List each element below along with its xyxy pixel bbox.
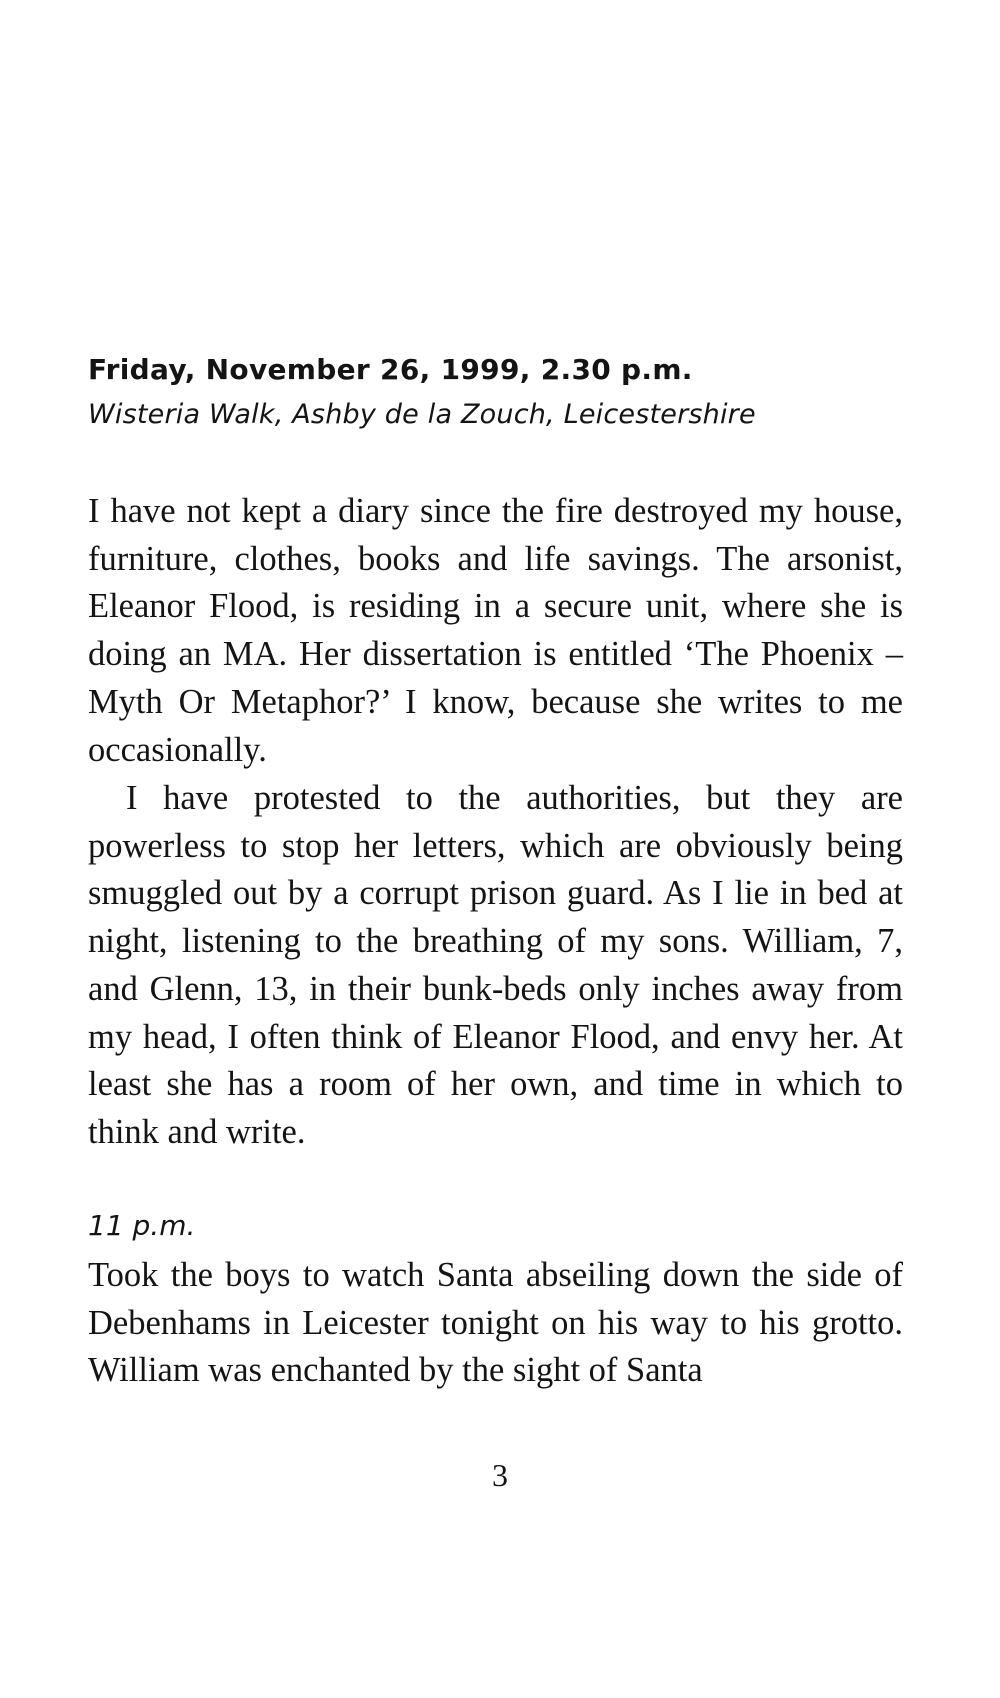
body-paragraph: I have not kept a diary since the fire destroyed my house, furniture, clothes, books and life savings. The arsonist, Eleanor Flood, is residing in a secure unit, where she is doing an MA. Her dissertation is entitled ‘The Phoenix – Myth Or Metaphor?’ I know, because she writes to me occasionally. <box>88 492 903 769</box>
diary-entry-heading: Friday, November 26, 1999, 2.30 p.m. <box>88 353 693 386</box>
diary-time-heading: 11 p.m. <box>88 1209 196 1242</box>
body-paragraph: I have protested to the authorities, but they are powerless to stop her letters, which are obviously being smuggled out by a corrupt prison guard. As I lie in bed at night, listening to the breathing of my sons. William, 7, and Glenn, 13, in their bunk-beds only inches away from my head, I often think of Eleanor Flood, and envy her. At least she has a room of her own, and time in which to think and write. <box>88 779 903 1151</box>
page-number: 3 <box>492 1457 508 1493</box>
body-paragraph: Took the boys to watch Santa abseiling down the side of Debenhams in Leicester tonight on his way to his grotto. William was enchanted by the sight of Santa <box>88 1256 903 1390</box>
diary-entry-location: Wisteria Walk, Ashby de la Zouch, Leicestershire <box>88 399 756 430</box>
